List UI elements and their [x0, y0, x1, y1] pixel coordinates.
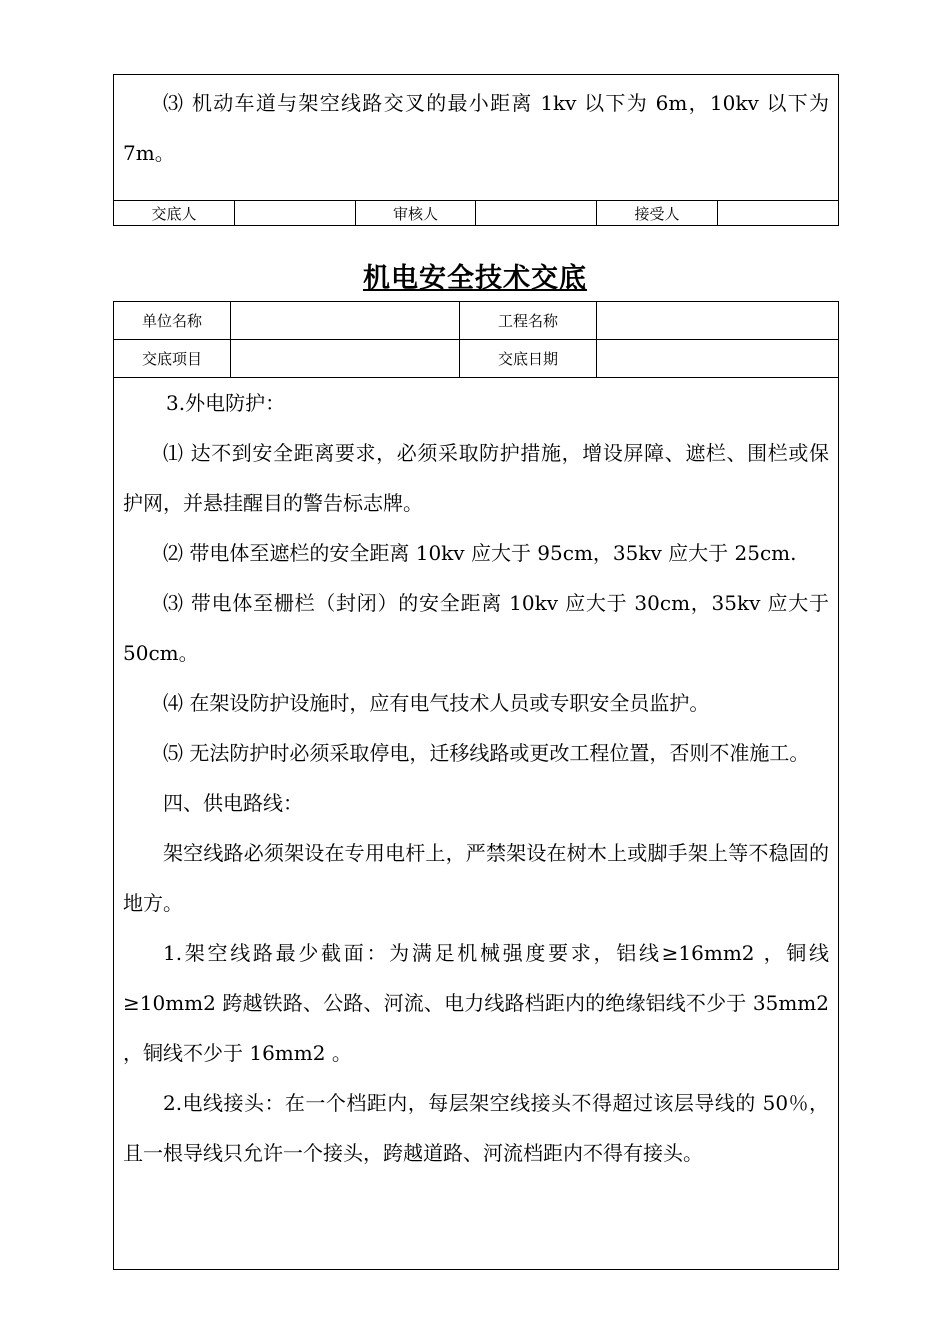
- handover-date-value: [597, 340, 839, 378]
- reviewer-value: [476, 201, 597, 226]
- continuation-paragraph: ⑶ 机动车道与架空线路交叉的最小距离 1kv 以下为 6m，10kv 以下为 7m。: [123, 91, 830, 165]
- body-paragraph: 架空线路必须架设在专用电杆上，严禁架设在树木上或脚手架上等不稳固的地方。: [123, 841, 829, 915]
- body-paragraph: ⑵ 带电体至遮栏的安全距离 10kv 应大于 95cm，35kv 应大于 25cm.: [163, 541, 797, 565]
- reviewer-label: 审核人: [356, 201, 476, 226]
- info-row: [114, 340, 839, 378]
- info-row: [114, 302, 839, 340]
- handover-item-label: 交底项目: [114, 340, 231, 378]
- continuation-content-cell: [114, 75, 839, 201]
- project-name-value: [597, 302, 839, 340]
- document-title: 机电安全技术交底: [363, 263, 587, 294]
- body-paragraph: ⑴ 达不到安全距离要求，必须采取防护措施，增设屏障、遮栏、围栏或保护网，并悬挂醒目的警告标志牌。: [123, 441, 829, 515]
- project-name-label: 工程名称: [460, 302, 597, 340]
- body-paragraph: ⑶ 带电体至栅栏（封闭）的安全距离 10kv 应大于 30cm，35kv 应大于 50cm。: [123, 591, 829, 665]
- body-paragraph: ⑷ 在架设防护设施时，应有电气技术人员或专职安全员监护。: [163, 691, 710, 715]
- body-paragraph: 1.架空线路最少截面：为满足机械强度要求，铝线≥16mm2 ，铜线≥10mm2 跨越铁路、公路、河流、电力线路档距内的绝缘铝线不少于 35mm2 ，铜线不少于 16mm2 。: [123, 941, 829, 1065]
- unit-name-label: 单位名称: [114, 302, 231, 340]
- signature-row: [114, 201, 839, 226]
- receiver-value: [718, 201, 839, 226]
- unit-name-value: [231, 302, 460, 340]
- main-table: [113, 301, 839, 1270]
- handover-date-label: 交底日期: [460, 340, 597, 378]
- body-paragraph: ⑸ 无法防护时必须采取停电，迁移线路或更改工程位置，否则不准施工。: [163, 741, 810, 765]
- receiver-label: 接受人: [597, 201, 718, 226]
- body-content-cell: [114, 378, 839, 1270]
- handover-item-value: [231, 340, 460, 378]
- handover-person-value: [235, 201, 356, 226]
- section-heading-power-lines: 四、供电路线：: [163, 791, 303, 815]
- section-heading-external-power: 3.外电防护：: [166, 391, 286, 415]
- handover-person-label: 交底人: [114, 201, 235, 226]
- continuation-table: [113, 74, 839, 226]
- body-paragraph: 2.电线接头：在一个档距内，每层架空线接头不得超过该层导线的 50％，且一根导线只允许一个接头，跨越道路、河流档距内不得有接头。: [123, 1091, 829, 1165]
